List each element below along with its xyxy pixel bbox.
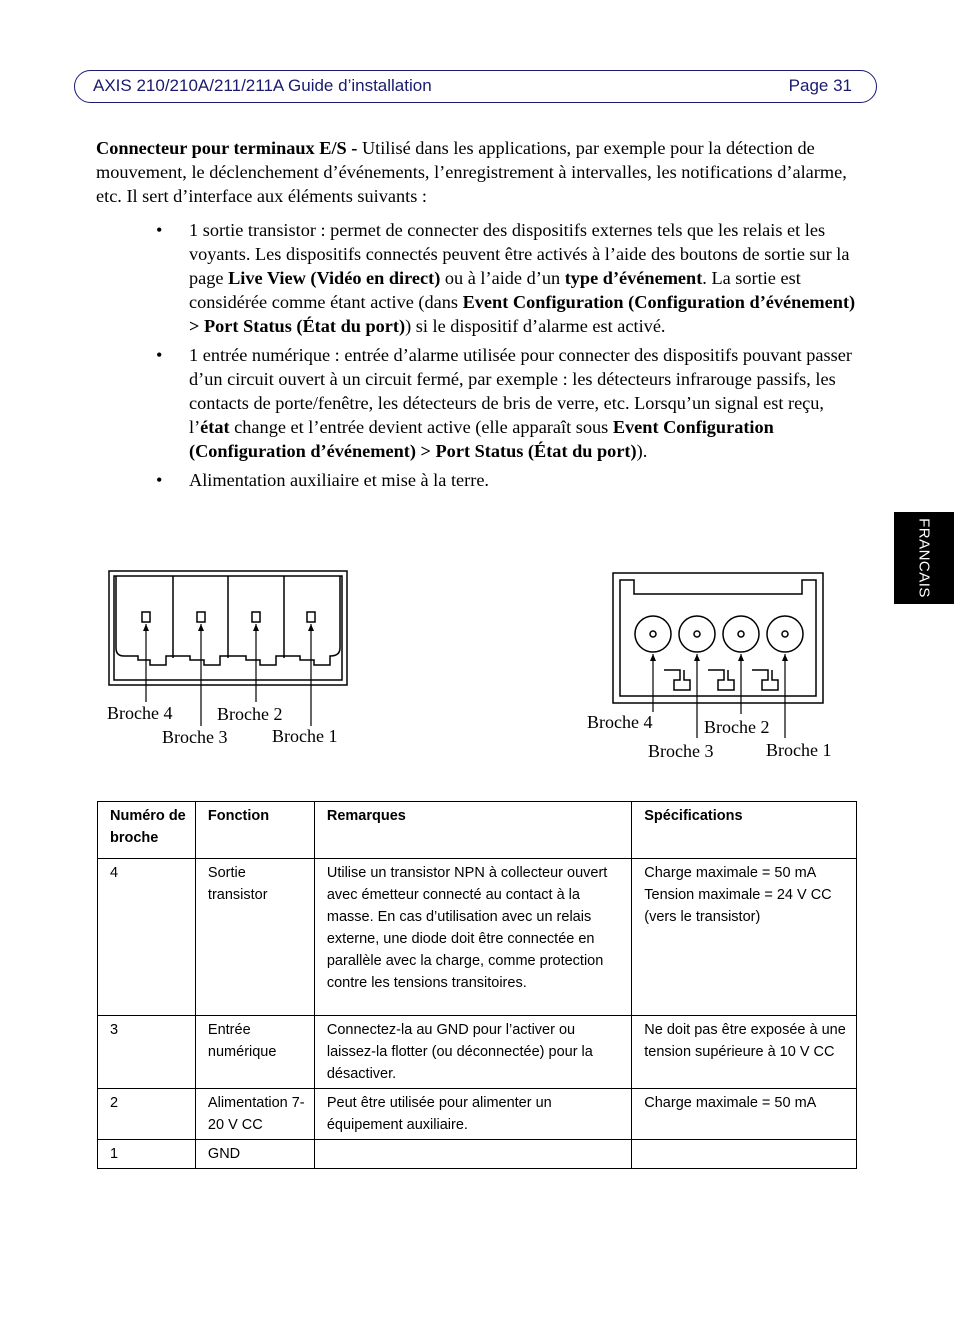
function-cell: Alimentation 7-20 V CC <box>195 1089 314 1140</box>
right-pin2-label: Broche 2 <box>704 717 770 737</box>
bullet-icon: • <box>156 470 163 490</box>
bullet-bold: état <box>200 417 230 437</box>
bullet-icon: • <box>156 345 163 365</box>
body-text <box>96 136 856 497</box>
specs-cell: Charge maximale = 50 mA Tension maximale = 24 V CC (vers le transistor) <box>632 859 857 1016</box>
pin-number-cell: 1 <box>98 1140 196 1169</box>
table-header-row <box>98 802 857 859</box>
left-pin1-label: Broche 1 <box>272 726 338 746</box>
language-tab <box>894 512 954 604</box>
bullet-bold: Live View (Vidéo en direct) <box>228 268 441 288</box>
remarks-cell: Utilise un transistor NPN à collecteur ouvert avec émetteur connecté au contact à la masse. En cas d’utilisation avec un relais externe, une diode doit être connectée en parallèle avec la charge, comme protection contre les tensions transitoires. <box>314 859 631 1016</box>
left-pin2-label: Broche 2 <box>217 704 283 724</box>
bullet-text: ou à l’aide d’un <box>440 268 565 288</box>
bullet-text: . La sortie est considérée comme étant active (dans <box>189 268 801 312</box>
specs-cell: Ne doit pas être exposée à une tension supérieure à 10 V CC <box>632 1016 857 1089</box>
remarks-cell: Connectez-la au GND pour l’activer ou laissez-la flotter (ou déconnectée) pour la désactiver. <box>314 1016 631 1089</box>
document-title: AXIS 210/210A/211/211A Guide d’installation <box>93 76 432 95</box>
bullet-icon: • <box>156 220 163 240</box>
bullet-text: Alimentation auxiliaire et mise à la terre. <box>189 470 489 490</box>
language-tab-label: FRANCAIS <box>915 518 933 598</box>
remarks-cell: Peut être utilisée pour alimenter un équipement auxiliaire. <box>314 1089 631 1140</box>
column-header: Numéro de broche <box>98 802 196 859</box>
left-pin4-label: Broche 4 <box>107 703 173 723</box>
pin-number-cell: 2 <box>98 1089 196 1140</box>
bullet-text: 1 sortie transistor : permet de connecter des dispositifs externes tels que les relais et les voyants. Les dispositifs connectés peuvent être activés à l’aide des boutons de sortie sur la page <box>189 220 850 288</box>
left-pin3-label: Broche 3 <box>162 727 228 747</box>
function-cell: GND <box>195 1140 314 1169</box>
bullet-text: ) si le dispositif d’alarme est activé. <box>405 316 666 336</box>
intro-paragraph <box>96 136 856 208</box>
specs-cell <box>632 1140 857 1169</box>
bullet-text: ). <box>636 441 648 461</box>
function-cell: Sortie transistor <box>195 859 314 1016</box>
column-header: Remarques <box>314 802 631 859</box>
bullet-list <box>96 218 856 492</box>
table-row <box>98 859 857 1016</box>
pin-spec-table <box>97 801 857 1169</box>
page-number: Page 31 <box>788 76 852 95</box>
specs-cell: Charge maximale = 50 mA <box>632 1089 857 1140</box>
table-row <box>98 1140 857 1169</box>
table-row <box>98 1089 857 1140</box>
remarks-cell <box>314 1140 631 1169</box>
column-header: Spécifications <box>632 802 857 859</box>
right-pin1-label: Broche 1 <box>766 740 832 760</box>
bullet-bold: type d’événement <box>564 268 703 288</box>
list-item <box>96 218 856 338</box>
bullet-text: change et l’entrée devient active (elle apparaît sous <box>229 417 613 437</box>
bullet-bold: Event Configuration (Configuration d’événement) > Port Status (État du port) <box>189 292 856 336</box>
page-header <box>74 70 877 103</box>
column-header: Fonction <box>195 802 314 859</box>
bullet-bold: Event Configuration (Configuration d’événement) > Port Status (État du port) <box>189 417 774 461</box>
function-cell: Entrée numérique <box>195 1016 314 1089</box>
list-item <box>96 468 856 492</box>
table-row <box>98 1016 857 1089</box>
right-pin3-label: Broche 3 <box>648 741 714 761</box>
list-item <box>96 343 856 463</box>
pin-number-cell: 4 <box>98 859 196 1016</box>
intro-bold: Connecteur pour terminaux E/S - <box>96 138 358 158</box>
right-pin4-label: Broche 4 <box>587 712 653 732</box>
pin-number-cell: 3 <box>98 1016 196 1089</box>
bullet-text: 1 entrée numérique : entrée d’alarme utilisée pour connecter des dispositifs pouvant passer d’un circuit ouvert à un circuit fermé, par exemple : les détecteurs infrarouge passifs, les contacts de porte/fenêtre, les détecteurs de bris de verre, etc. Lorsqu’un signal est reçu, l’ <box>189 345 852 437</box>
intro-text: Utilisé dans les applications, par exemple pour la détection de mouvement, le déclenchement d’événements, l’enregistrement à intervalles, les notifications d’alarme, etc. Il sert d’interface aux éléments suivants : <box>96 138 847 206</box>
